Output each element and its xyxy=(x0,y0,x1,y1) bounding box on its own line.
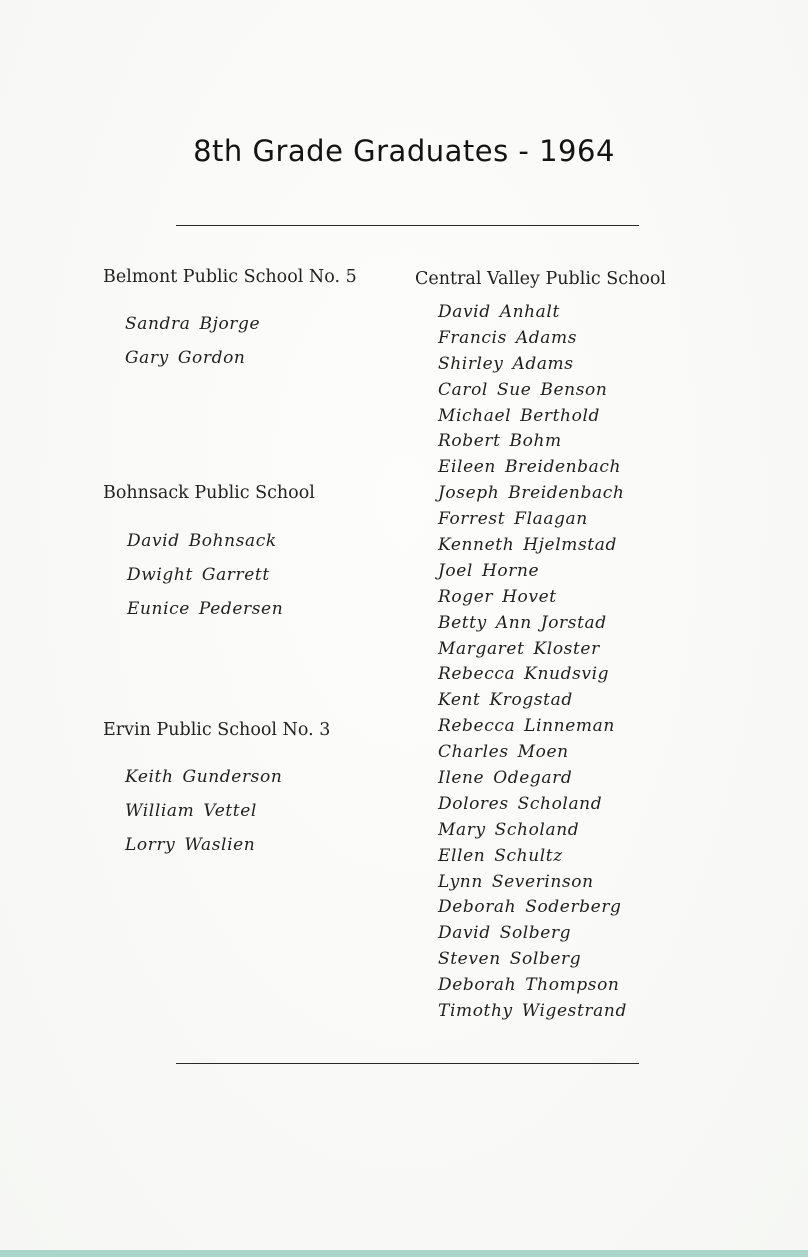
graduate-name: Joel Horne xyxy=(438,560,540,581)
graduate-name: Shirley Adams xyxy=(438,353,574,374)
graduate-name: David Solberg xyxy=(438,923,572,944)
graduate-name: Lynn Severinson xyxy=(438,871,594,892)
graduate-name: Francis Adams xyxy=(438,327,578,348)
graduate-name: Eileen Breidenbach xyxy=(438,457,622,478)
graduate-name: Joseph Breidenbach xyxy=(438,483,625,504)
graduate-list-belmont xyxy=(125,307,260,375)
page-title: 8th Grade Graduates - 1964 xyxy=(193,134,615,168)
graduate-name: Deborah Thompson xyxy=(438,975,620,996)
graduate-name: Gary Gordon xyxy=(125,348,246,368)
graduate-name: Betty Ann Jorstad xyxy=(438,612,607,633)
graduate-name: Keith Gunderson xyxy=(125,767,283,787)
graduate-name: Roger Hovet xyxy=(438,586,557,607)
graduate-list-ervin xyxy=(125,760,282,862)
graduate-name: Deborah Soderberg xyxy=(438,897,622,918)
graduate-name: Forrest Flaagan xyxy=(438,509,588,530)
graduate-name: Kent Krogstad xyxy=(438,690,573,711)
graduate-name: David Bohnsack xyxy=(127,531,277,551)
graduate-list-bohnsack xyxy=(127,524,283,626)
graduate-name: William Vettel xyxy=(125,801,257,821)
school-heading-ervin: Ervin Public School No. 3 xyxy=(103,720,331,740)
graduate-name: Timothy Wigestrand xyxy=(438,1001,627,1022)
graduate-name: Margaret Kloster xyxy=(438,638,600,659)
graduate-name: Kenneth Hjelmstad xyxy=(438,535,617,556)
page-edge-strip xyxy=(0,1250,808,1257)
graduate-name: Charles Moen xyxy=(438,742,569,763)
graduate-name: Lorry Waslien xyxy=(125,835,256,855)
graduate-name: Rebecca Knudsvig xyxy=(438,664,610,685)
school-heading-central-valley: Central Valley Public School xyxy=(415,269,667,289)
graduate-name: Sandra Bjorge xyxy=(125,314,261,334)
graduate-name: Rebecca Linneman xyxy=(438,716,615,737)
graduate-name: Carol Sue Benson xyxy=(438,379,608,400)
top-divider xyxy=(176,225,639,226)
graduate-name: Dwight Garrett xyxy=(127,565,270,585)
bottom-divider xyxy=(176,1063,639,1064)
graduate-name: Eunice Pedersen xyxy=(127,599,284,619)
graduate-name: Michael Berthold xyxy=(438,405,600,426)
graduate-list-central-valley xyxy=(438,300,627,1025)
graduate-name: David Anhalt xyxy=(438,302,560,322)
school-heading-bohnsack: Bohnsack Public School xyxy=(103,483,315,503)
graduate-name: Mary Scholand xyxy=(438,819,580,840)
graduate-name: Robert Bohm xyxy=(438,431,562,452)
graduate-name: Steven Solberg xyxy=(438,949,582,970)
graduate-name: Dolores Scholand xyxy=(438,793,603,814)
graduate-name: Ilene Odegard xyxy=(438,768,573,789)
graduate-name: Ellen Schultz xyxy=(438,845,563,866)
school-heading-belmont: Belmont Public School No. 5 xyxy=(103,267,357,287)
